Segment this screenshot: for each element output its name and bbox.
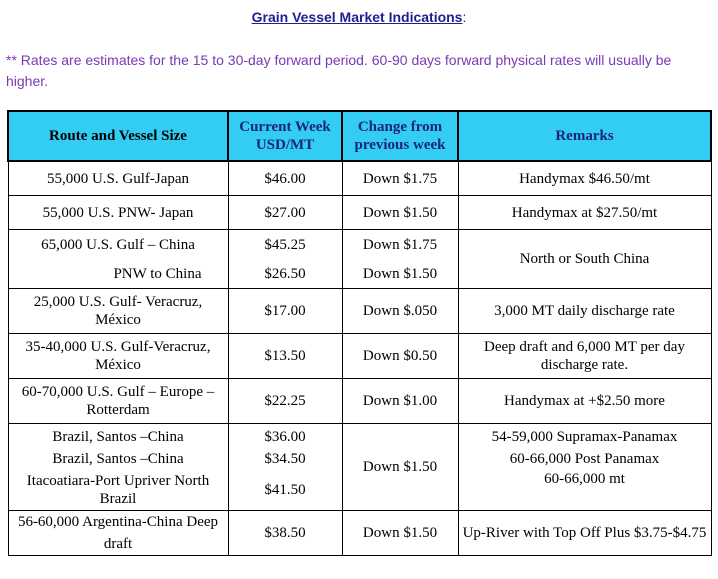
current-cell: $17.00 — [228, 289, 342, 334]
title-colon: : — [462, 9, 467, 25]
table-header-row — [8, 111, 711, 161]
change-cell: Down $1.50 — [342, 196, 458, 230]
table-row — [8, 161, 711, 196]
table-row — [8, 511, 711, 556]
remarks-cell: 60-66,000 mt — [458, 470, 711, 511]
change-cell: Down $1.75 — [342, 230, 458, 261]
current-cell: $46.00 — [228, 161, 342, 196]
remarks-cell: 60-66,000 Post Panamax — [458, 448, 711, 470]
current-cell: $34.50 — [228, 448, 342, 470]
route-cell: 55,000 U.S. Gulf-Japan — [8, 161, 228, 196]
route-cell: 65,000 U.S. Gulf – China — [8, 230, 228, 261]
remarks-cell: Up-River with Top Off Plus $3.75-$4.75 — [458, 511, 711, 556]
table-row — [8, 424, 711, 449]
route-cell: Brazil, Santos –China — [8, 448, 228, 470]
current-cell: $26.50 — [228, 260, 342, 289]
change-cell: Down $1.00 — [342, 379, 458, 424]
remarks-cell: Handymax at $27.50/mt — [458, 196, 711, 230]
route-cell: Itacoatiara-Port Upriver North Brazil — [8, 470, 228, 511]
remarks-cell: North or South China — [458, 230, 711, 289]
current-cell: $13.50 — [228, 334, 342, 379]
current-cell: $45.25 — [228, 230, 342, 261]
table-row — [8, 334, 711, 379]
vessel-rates-table — [7, 110, 712, 556]
current-cell: $22.25 — [228, 379, 342, 424]
title-text: Grain Vessel Market Indications — [251, 9, 463, 25]
table-row — [8, 230, 711, 261]
current-cell: $41.50 — [228, 470, 342, 511]
change-cell: Down $.050 — [342, 289, 458, 334]
remarks-cell: Handymax $46.50/mt — [458, 161, 711, 196]
current-cell: $38.50 — [228, 511, 342, 556]
route-cell: Brazil, Santos –China — [8, 424, 228, 449]
change-cell: Down $1.50 — [342, 260, 458, 289]
route-cell: 35-40,000 U.S. Gulf-Veracruz, México — [8, 334, 228, 379]
current-cell: $36.00 — [228, 424, 342, 449]
page-title — [0, 9, 718, 25]
route-cell: 56-60,000 Argentina-China Deep draft — [8, 511, 228, 556]
change-cell: Down $1.50 — [342, 424, 458, 511]
change-cell: Down $0.50 — [342, 334, 458, 379]
route-cell: 25,000 U.S. Gulf- Veracruz, México — [8, 289, 228, 334]
current-cell: $27.00 — [228, 196, 342, 230]
header-change: Change from previous week — [342, 111, 458, 161]
header-current: Current Week USD/MT — [228, 111, 342, 161]
remarks-cell: Deep draft and 6,000 MT per day discharge rate. — [458, 334, 711, 379]
route-cell: PNW to China — [8, 260, 228, 289]
route-cell: 60-70,000 U.S. Gulf – Europe – Rotterdam — [8, 379, 228, 424]
remarks-cell: Handymax at +$2.50 more — [458, 379, 711, 424]
change-cell: Down $1.75 — [342, 161, 458, 196]
table-row — [8, 289, 711, 334]
route-cell: 55,000 U.S. PNW- Japan — [8, 196, 228, 230]
remarks-cell: 54-59,000 Supramax-Panamax — [458, 424, 711, 449]
change-cell: Down $1.50 — [342, 511, 458, 556]
table-row — [8, 379, 711, 424]
rates-note: ** Rates are estimates for the 15 to 30-day forward period. 60-90 days forward physical rates will usually be higher. — [6, 52, 672, 89]
table-row — [8, 196, 711, 230]
remarks-cell: 3,000 MT daily discharge rate — [458, 289, 711, 334]
header-remarks: Remarks — [458, 111, 711, 161]
header-route: Route and Vessel Size — [8, 111, 228, 161]
